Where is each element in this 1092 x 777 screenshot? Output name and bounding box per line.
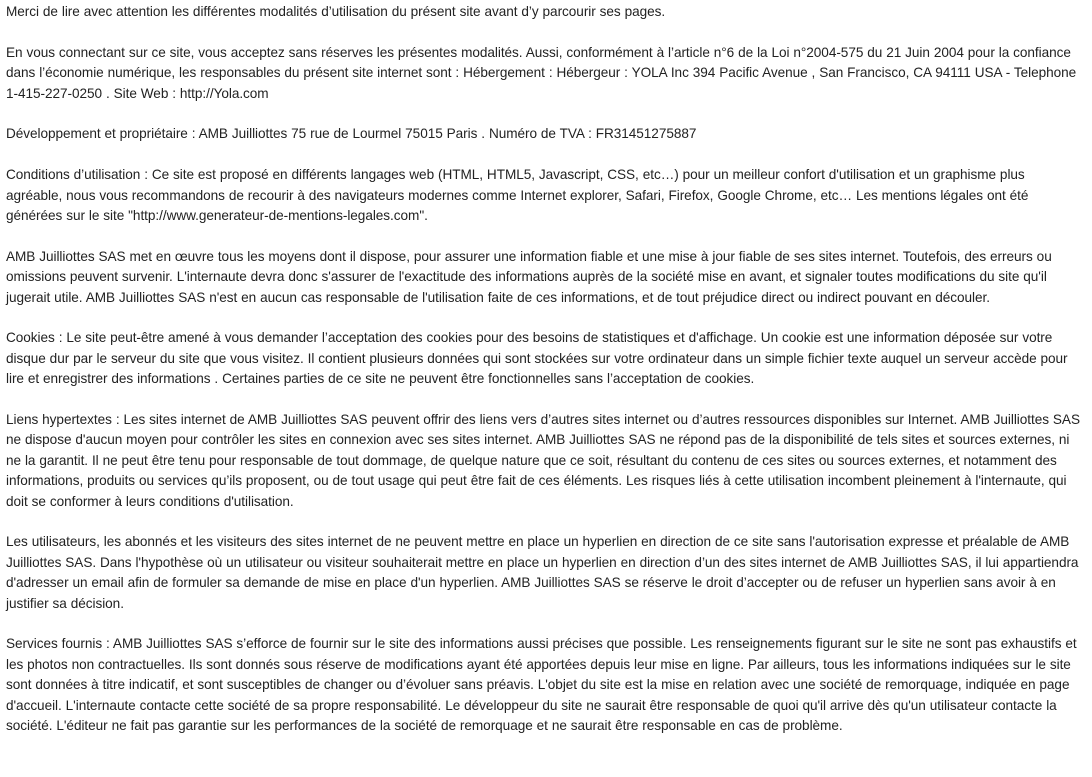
intro-paragraph: Merci de lire avec attention les différentes modalités d’utilisation du présent site avant d’y parcourir ses pages. — [6, 4, 666, 19]
hyperlinks-paragraph: Liens hypertextes : Les sites internet de AMB Juilliottes SAS peuvent offrir des liens vers d’autres sites internet ou d’autres ressources disponibles sur Internet. AMB Juilliottes SAS ne dispose d'aucun moyen pour contrôler les sites en connexion avec ses sites internet. AMB Juilliottes SAS ne répond pas de la disponibilité de tels sites et sources externes, ni ne la garantit. Il ne peut être tenu pour responsable de tout dommage, de quelque nature que ce soit, résultant du contenu de ces sites ou sources externes, et notamment des informations, produits ou services qu’ils proposent, ou de tout usage qui peut être fait de ces éléments. Les risques liés à cette utilisation incombent pleinement à l'internaute, qui doit se conformer à leurs conditions d'utilisation. — [6, 412, 1080, 509]
services-paragraph: Services fournis : AMB Juilliottes SAS s’efforce de fournir sur le site des informations aussi précises que possible. Les renseignements figurant sur le site ne sont pas exhaustifs et les photos non contractuelles. Ils sont donnés sous réserve de modifications ayant été apportées depuis leur mise en ligne. Par ailleurs, tous les informations indiquées sur le site sont données à titre indicatif, et sont susceptibles de changer ou d’évoluer sans préavis. L'objet du site est la mise en relation avec une société de remorquage, indiquée en page d'accueil. L'internaute contacte cette société de sa propre responsabilité. Le développeur du site ne saurait être responsable de quoi qu'il arrive dès qu'un utilisateur contacte la société. L'éditeur ne fait pas garantie sur les performances de la société de remorquage et ne saurait être responsable en cas de problème. — [6, 636, 1077, 734]
terms-of-use-paragraph: Conditions d’utilisation : Ce site est proposé en différents langages web (HTML, HTML5, Javascript, CSS, etc…) pour un meilleur confort d'utilisation et un graphisme plus agréable, nous vous recommandons de recourir à des navigateurs modernes comme Internet explorer, Safari, Firefox, Google Chrome, etc… Les mentions légales ont été générées sur le site "http://www.generateur-de-mentions-legales.com". — [6, 167, 1029, 224]
legal-responsibles-paragraph: En vous connectant sur ce site, vous acceptez sans réserves les présentes modalités. Aussi, conformément à l’article n°6 de la Loi n°2004-575 du 21 Juin 2004 pour la confiance dans l’économie numérique, les responsables du présent site internet sont : Hébergement : Hébergeur : YOLA Inc 394 Pacific Avenue , San Francisco, CA 94111 USA - Telephone 1-415-227-0250 . Site Web : http://Yola.com — [6, 44, 1077, 101]
cookies-paragraph: Cookies : Le site peut-être amené à vous demander l’acceptation des cookies pour des besoins de statistiques et d'affichage. Un cookie est une information déposée sur votre disque dur par le serveur du site que vous visitez. Il contient plusieurs données qui sont stockées sur votre ordinateur dans un simple fichier texte auquel un serveur accède pour lire et enregistrer des informations . Certaines parties de ce site ne peuvent être fonctionnelles sans l’acceptation de cookies. — [6, 330, 1068, 387]
information-accuracy-paragraph: AMB Juilliottes SAS met en œuvre tous les moyens dont il dispose, pour assurer une information fiable et une mise à jour fiable de ses sites internet. Toutefois, des erreurs ou omissions peuvent survenir. L'internaute devra donc s'assurer de l'exactitude des informations auprès de la société mise en avant, et signaler toutes modifications du site qu'il jugerait utile. AMB Juilliottes SAS n'est en aucun cas responsable de l'utilisation faite de ces informations, et de tout préjudice direct ou indirect pouvant en découler. — [6, 248, 1052, 305]
legal-notice-document — [6, 2, 1082, 737]
linking-policy-paragraph: Les utilisateurs, les abonnés et les visiteurs des sites internet de ne peuvent mettre en place un hyperlien en direction de ce site sans l'autorisation expresse et préalable de AMB Juilliottes SAS. Dans l'hypothèse où un utilisateur ou visiteur souhaiterait mettre en place un hyperlien en direction d’un des sites internet de AMB Juilliottes SAS, il lui appartiendra d'adresser un email afin de formuler sa demande de mise en place d'un hyperlien. AMB Juilliottes SAS se réserve le droit d’accepter ou de refuser un hyperlien sans avoir à en justifier sa décision. — [6, 534, 1079, 611]
owner-paragraph: Développement et propriétaire : AMB Juilliottes 75 rue de Lourmel 75015 Paris . Numéro de TVA : FR31451275887 — [6, 126, 697, 142]
